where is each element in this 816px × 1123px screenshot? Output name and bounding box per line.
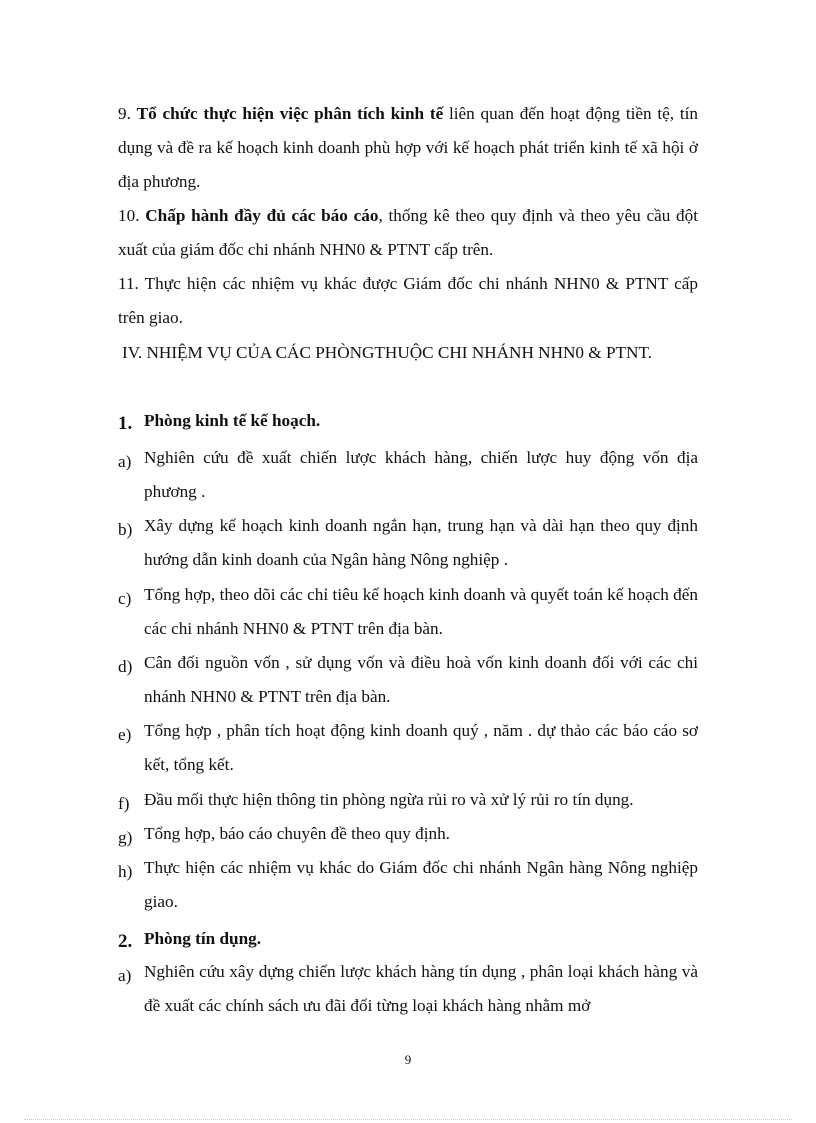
page-bottom-divider bbox=[24, 1119, 792, 1120]
section-2-title: Phòng tín dụng. bbox=[144, 929, 262, 948]
section-1-marker: 1. bbox=[118, 413, 133, 434]
list-item-text: Nghiên cứu đề xuất chiến lược khách hàng, chiến lược huy động vốn địa phương . bbox=[144, 448, 698, 501]
list-item-text: Thực hiện các nhiệm vụ khác do Giám đốc chi nhánh Ngân hàng Nông nghiệp giao. bbox=[144, 858, 698, 911]
list-item bbox=[118, 817, 698, 851]
section-2-marker: 2. bbox=[118, 931, 133, 952]
paragraph-11: 11. Thực hiện các nhiệm vụ khác được Giám đốc chi nhánh NHN0 & PTNT cấp trên giao. bbox=[118, 274, 698, 327]
list-item bbox=[118, 714, 698, 782]
section-1-title: Phòng kinh tế kế hoạch. bbox=[144, 411, 321, 430]
paragraph-9-text: liên quan đến hoạt động tiền tệ, tín dụng và đề ra kế hoạch kinh doanh phù hợp với kế hoạch phát triển kinh tế xã hội ở địa phương. bbox=[118, 104, 698, 191]
list-item bbox=[118, 851, 698, 919]
list-item-text: Tổng hợp , phân tích hoạt động kinh doanh quý , năm . dự thảo các báo cáo sơ kết, tổng kết. bbox=[144, 721, 698, 774]
paragraph-10-text: , thống kê theo quy định và theo yêu cầu đột xuất của giám đốc chi nhánh NHN0 & PTNT cấp trên. bbox=[118, 206, 699, 259]
section-iv-heading: IV. NHIỆM VỤ CỦA CÁC PHÒNGTHUỘC CHI NHÁNH NHN0 & PTNT. bbox=[122, 343, 652, 362]
list-item-text: Xây dựng kế hoạch kinh doanh ngắn hạn, trung hạn và dài hạn theo quy định hướng dẫn kinh doanh của Ngân hàng Nông nghiệp . bbox=[144, 516, 698, 569]
list-item bbox=[118, 441, 698, 509]
list-item bbox=[118, 646, 698, 714]
paragraph-9-bold: Tổ chức thực hiện việc phân tích kinh tế bbox=[136, 104, 444, 123]
list-item-text: Nghiên cứu xây dựng chiến lược khách hàng tín dụng , phân loại khách hàng và đề xuất các chính sách ưu đãi đối từng loại khách hàng nhằm mở bbox=[144, 962, 698, 1015]
list-item-marker: g) bbox=[118, 828, 133, 847]
list-item-marker: a) bbox=[118, 966, 132, 985]
paragraph-10 bbox=[118, 199, 698, 267]
paragraph-9-prefix: 9. bbox=[118, 104, 137, 123]
list-item-marker: d) bbox=[118, 657, 133, 676]
paragraph-9 bbox=[118, 97, 698, 199]
list-item-marker: b) bbox=[118, 520, 133, 539]
list-item-text: Tổng hợp, theo dõi các chỉ tiêu kế hoạch kinh doanh và quyết toán kế hoạch đến các chi nhánh NHN0 & PTNT trên địa bàn. bbox=[144, 585, 698, 638]
paragraph-10-prefix: 10. bbox=[118, 206, 146, 225]
list-item-marker: a) bbox=[118, 452, 132, 471]
paragraph-10-bold: Chấp hành đầy đủ các báo cáo bbox=[145, 206, 379, 225]
list-item-marker: e) bbox=[118, 725, 132, 744]
list-item-marker: f) bbox=[118, 794, 130, 813]
list-item bbox=[118, 955, 698, 1023]
list-item bbox=[118, 783, 698, 817]
list-item-marker: h) bbox=[118, 862, 133, 881]
list-item bbox=[118, 578, 698, 646]
list-item-text: Đầu mối thực hiện thông tin phòng ngừa rủi ro và xử lý rủi ro tín dụng. bbox=[144, 790, 634, 809]
list-item bbox=[118, 509, 698, 577]
list-item-text: Tổng hợp, báo cáo chuyên đề theo quy định. bbox=[144, 824, 450, 843]
list-item-marker: c) bbox=[118, 589, 132, 608]
list-item-text: Cân đối nguồn vốn , sử dụng vốn và điều hoà vốn kinh doanh đối với các chi nhánh NHN0 & PTNT trên địa bàn. bbox=[144, 653, 698, 706]
page-number: 9 bbox=[404, 1052, 412, 1067]
